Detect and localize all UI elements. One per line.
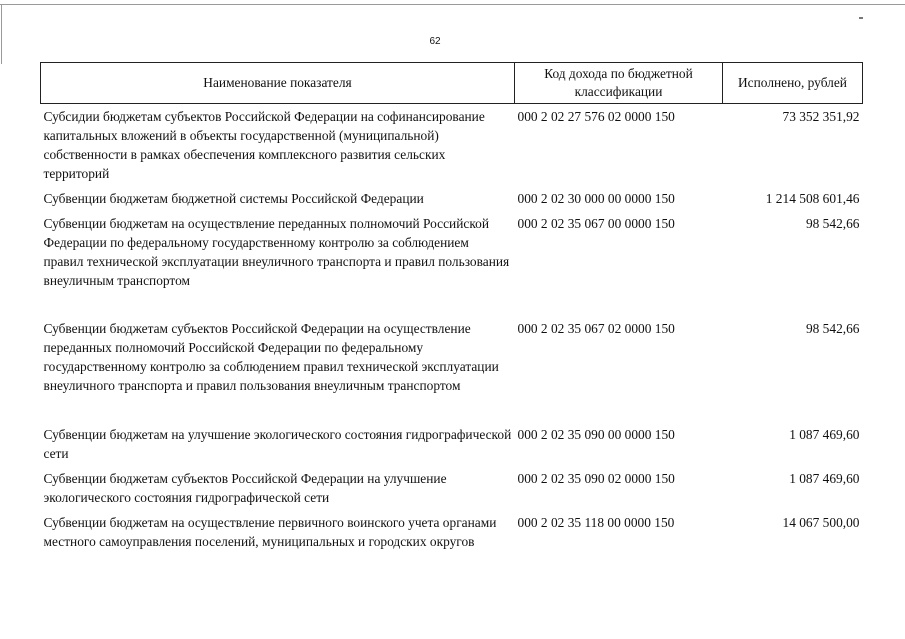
row-amount: 98 542,66	[805, 320, 860, 336]
row-code: 000 2 02 30 000 00 0000 150	[517, 190, 675, 206]
row-name: Субвенции бюджетам субъектов Российской Федерации на улучшение экологического состояния гидрографической сети	[43, 470, 447, 505]
row-amount: 98 542,66	[805, 215, 860, 231]
table-row	[41, 214, 863, 319]
row-amount: 73 352 351,92	[782, 109, 860, 124]
column-header-name: Наименование показателя	[41, 63, 515, 104]
row-code: 000 2 02 35 090 00 0000 150	[517, 426, 675, 442]
scan-mark	[859, 17, 863, 19]
table-header-row	[41, 63, 863, 104]
budget-revenue-table	[40, 62, 863, 575]
page-number: 62	[429, 36, 441, 47]
row-amount: 1 214 508 601,46	[765, 190, 860, 206]
table-row	[41, 425, 863, 469]
row-amount: 1 087 469,60	[789, 426, 860, 442]
row-name: Субвенции бюджетам на улучшение экологического состояния гидрографической сети	[43, 426, 512, 461]
table-row	[41, 189, 863, 214]
row-name: Субвенции бюджетам на осуществление переданных полномочий Российской Федерации по федеральному государственному контролю за соблюдением правил технической эксплуатации внеуличного транспорта и правил пользования внеуличным транспортом	[43, 215, 510, 288]
row-code: 000 2 02 35 090 02 0000 150	[517, 470, 675, 486]
row-name: Субвенции бюджетам бюджетной системы Российской Федерации	[43, 190, 424, 206]
table-row	[41, 513, 863, 575]
table-row	[41, 319, 863, 425]
row-code: 000 2 02 35 118 00 0000 150	[517, 514, 675, 530]
row-name: Субвенции бюджетам на осуществление первичного воинского учета органами местного самоуправления поселений, муниципальных и городских округов	[43, 514, 497, 549]
row-code: 000 2 02 35 067 02 0000 150	[517, 320, 675, 336]
row-name: Субвенции бюджетам субъектов Российской Федерации на осуществление переданных полномочий Российской Федерации по федеральному государственному контролю за соблюдением правил технической эксплуатации внеуличного транспорта и правил пользования внеуличным транспортом	[43, 320, 499, 393]
row-amount: 1 087 469,60	[789, 470, 860, 486]
row-code: 000 2 02 35 067 00 0000 150	[517, 215, 675, 231]
scan-edge-line	[0, 4, 905, 5]
row-name: Субсидии бюджетам субъектов Российской Федерации на софинансирование капитальных вложений в объекты государственной (муниципальной) собственности в рамках обеспечения комплексного развития сельских территорий	[43, 109, 485, 181]
row-amount: 14 067 500,00	[782, 514, 860, 530]
scan-edge-line	[1, 4, 2, 64]
column-header-code: Код дохода по бюджетной классификации	[515, 63, 723, 104]
table-row	[41, 469, 863, 513]
column-header-amount: Исполнено, рублей	[723, 63, 863, 104]
table-row	[41, 104, 863, 189]
row-code: 000 2 02 27 576 02 0000 150	[517, 109, 675, 124]
